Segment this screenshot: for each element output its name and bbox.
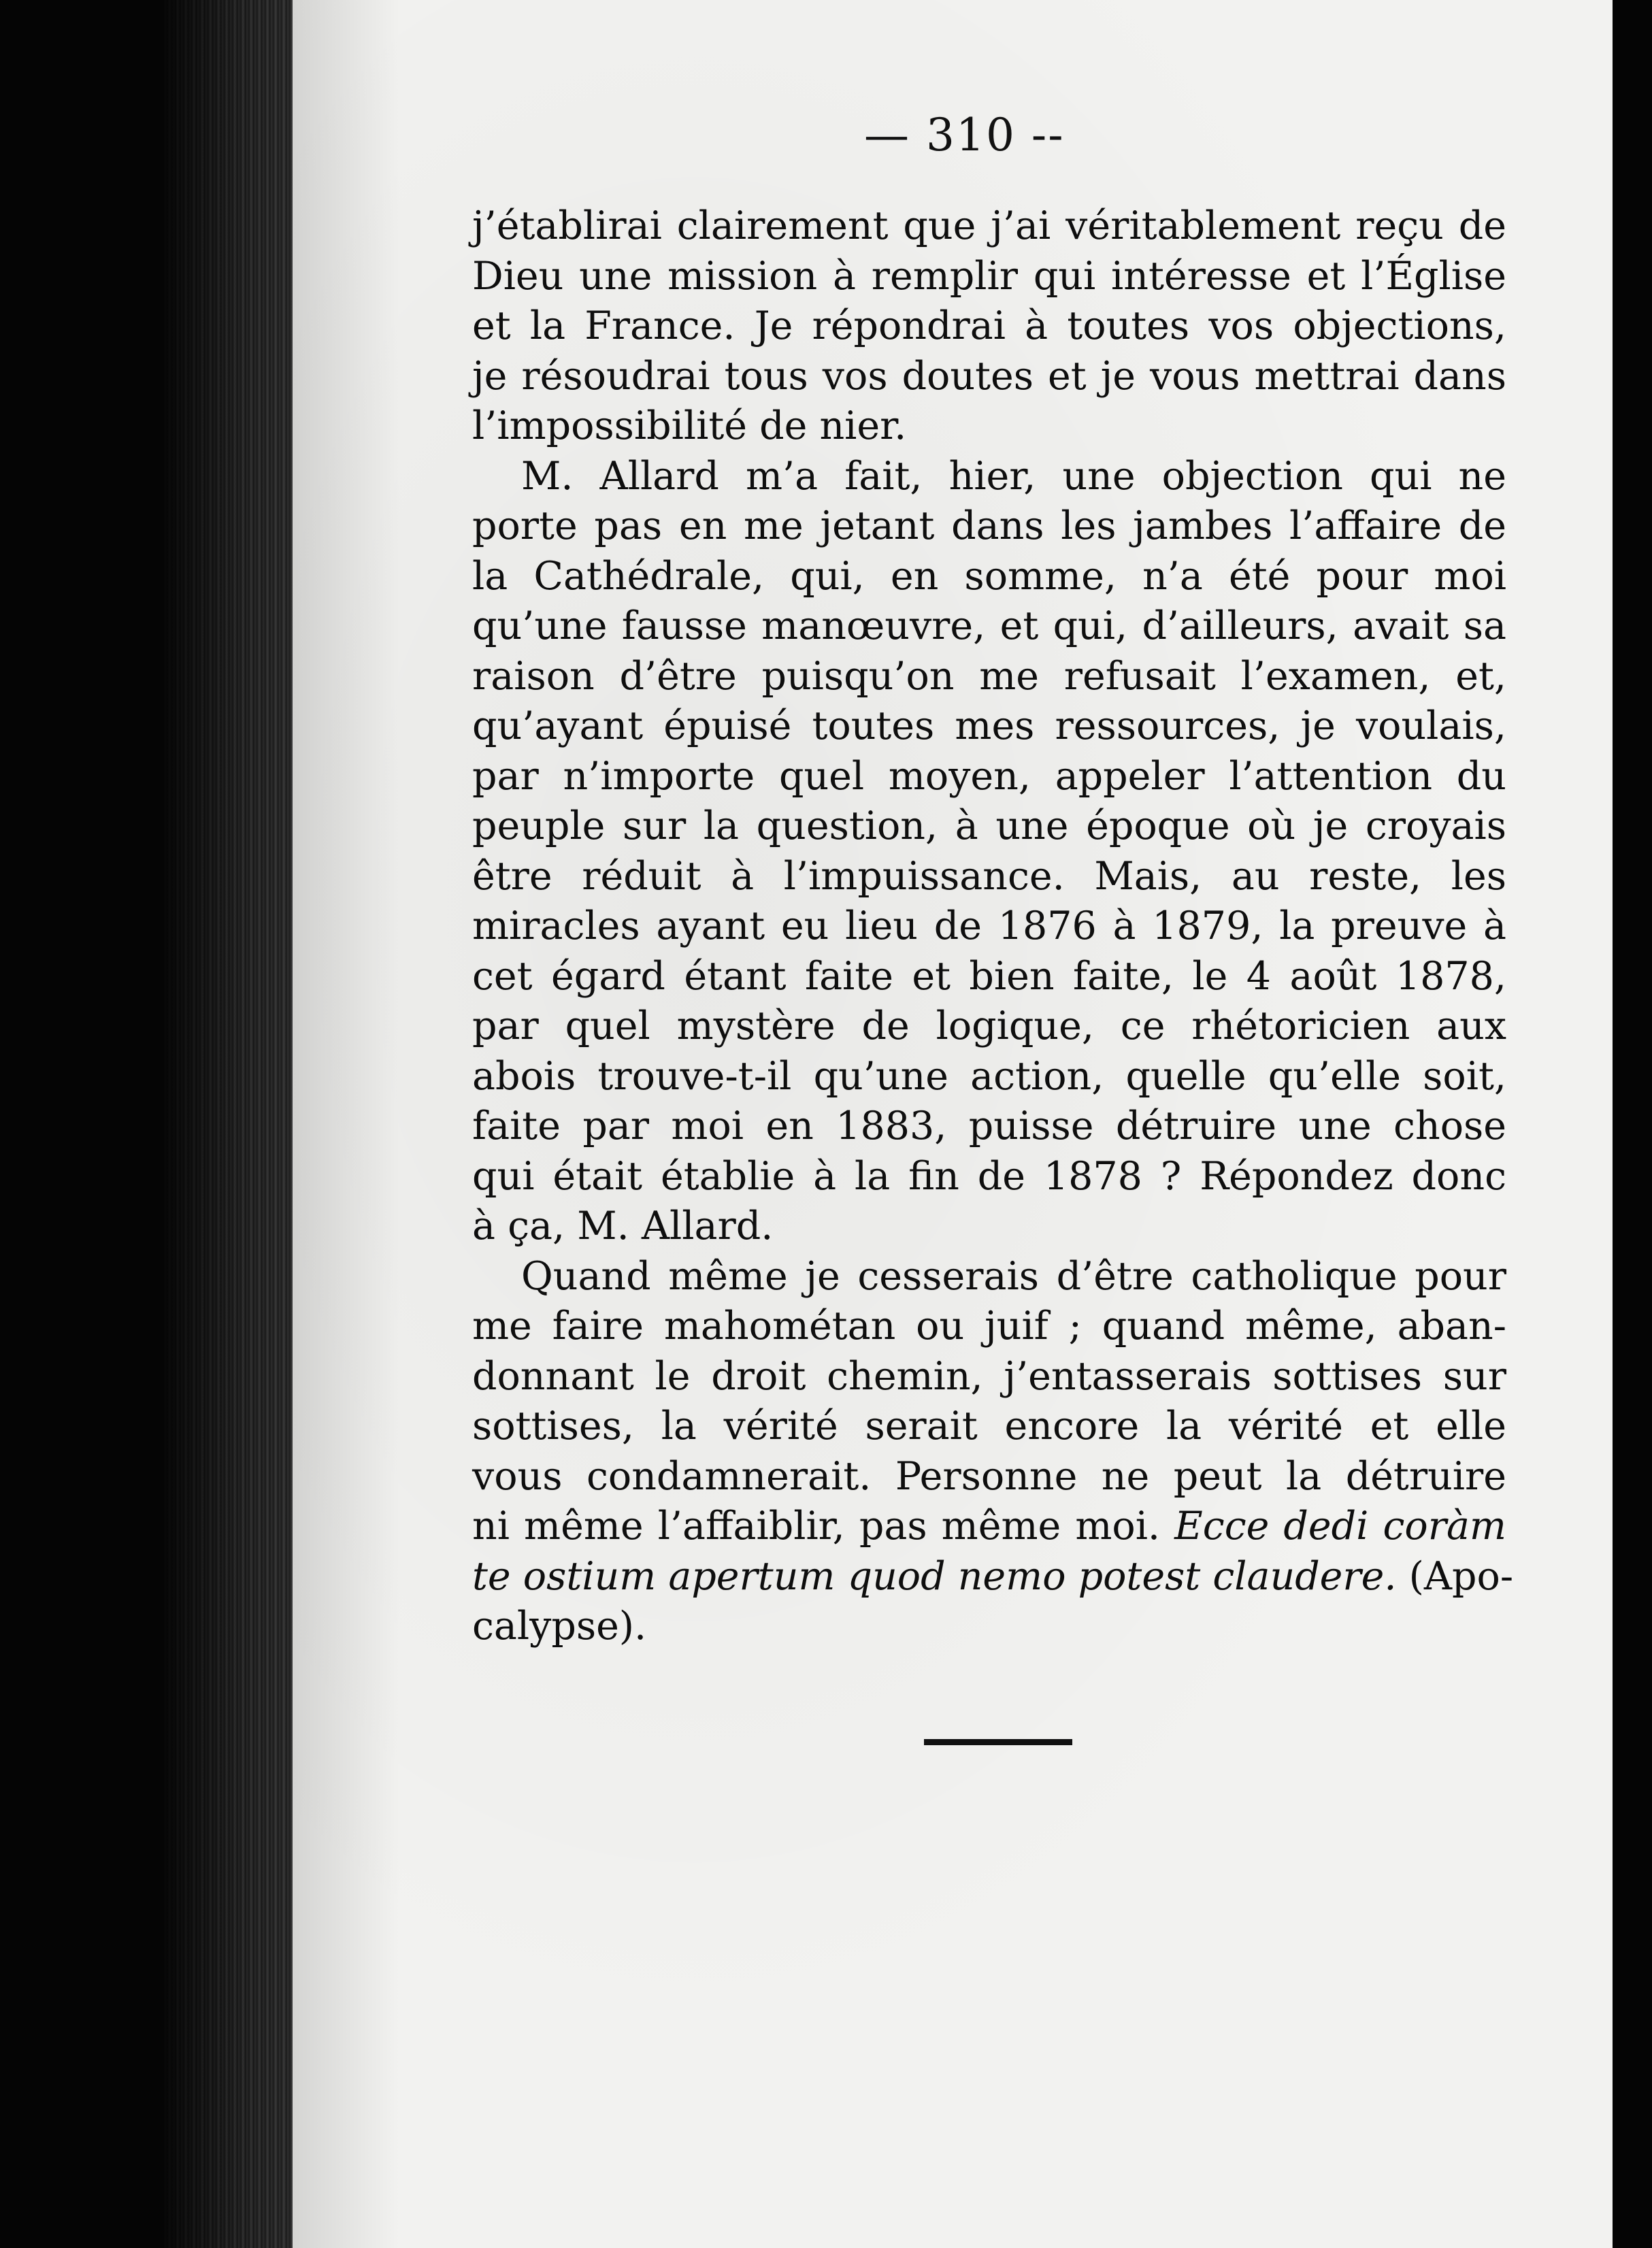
text-line: M. Allard m’a fait, hier, une objection qui ne: [521, 453, 1506, 499]
text-line: sottises, la vérité serait encore la vérité et elle: [472, 1404, 1506, 1449]
text-line: [472, 1552, 1514, 1602]
text-line: Quand même je cesserais d’être catholique pour: [521, 1253, 1506, 1299]
text-line: je résoudrai tous vos doutes et je vous mettrai dans: [472, 353, 1506, 399]
text-line: cet égard étant faite et bien faite, le 4 août 1878,: [472, 953, 1506, 999]
scan-right-border: [1613, 0, 1652, 2248]
text-line: et la France. Je répondrai à toutes vos objections,: [472, 303, 1506, 348]
text-line: miracles ayant eu lieu de 1876 à 1879, la preuve à: [472, 904, 1506, 948]
text-line: l’impossibilité de nier.: [472, 403, 907, 448]
text-line: par quel mystère de logique, ce rhétoricien aux: [472, 1004, 1506, 1048]
text-line-roman: (Apo-: [1408, 1553, 1514, 1599]
text-line: à ça, M. Allard.: [472, 1204, 774, 1249]
text-line: donnant le droit chemin, j’entasserais sottises sur: [472, 1353, 1506, 1399]
latin-quote: te ostium apertum quod nemo potest claudere.: [472, 1553, 1397, 1599]
text-line: qu’ayant épuisé toutes mes ressources, je voulais,: [472, 704, 1506, 748]
text-line: porte pas en me jetant dans les jambes l’affaire de: [472, 503, 1506, 548]
page-number: — 310 --: [864, 109, 1065, 161]
text-line: [472, 1502, 1506, 1552]
text-line: j’établirai clairement que j’ai véritablement reçu de: [472, 203, 1506, 248]
text-line: me faire mahométan ou juif ; quand même, aban-: [472, 1304, 1506, 1349]
text-line: qui était établie à la fin de 1878 ? Répondez donc: [472, 1153, 1506, 1199]
text-line: vous condamnerait. Personne ne peut la détruire: [472, 1453, 1506, 1499]
body-text: [472, 201, 1514, 1652]
end-rule: [924, 1739, 1072, 1745]
text-line: raison d’être puisqu’on me refusait l’examen, et,: [472, 653, 1506, 699]
text-line-roman: ni même l’affaiblir, pas même moi.: [472, 1504, 1161, 1549]
text-line: Dieu une mission à remplir qui intéresse et l’Église: [472, 253, 1506, 299]
text-line: la Cathédrale, qui, en somme, n’a été pour moi: [472, 553, 1506, 599]
text-line: qu’une fausse manœuvre, et qui, d’ailleurs, avait sa: [472, 604, 1506, 648]
text-line: peuple sur la question, à une époque où je croyais: [472, 804, 1506, 848]
text-line: être réduit à l’impuissance. Mais, au reste, les: [472, 853, 1506, 899]
latin-quote: Ecce dedi coràm: [1174, 1504, 1506, 1549]
book-page-edges: [163, 0, 299, 2248]
text-line: faite par moi en 1883, puisse détruire une chose: [472, 1104, 1506, 1148]
text-line: par n’importe quel moyen, appeler l’attention du: [472, 753, 1506, 799]
text-line: abois trouve-t-il qu’une action, quelle qu’elle soit,: [472, 1053, 1506, 1099]
text-line: calypse).: [472, 1604, 647, 1649]
